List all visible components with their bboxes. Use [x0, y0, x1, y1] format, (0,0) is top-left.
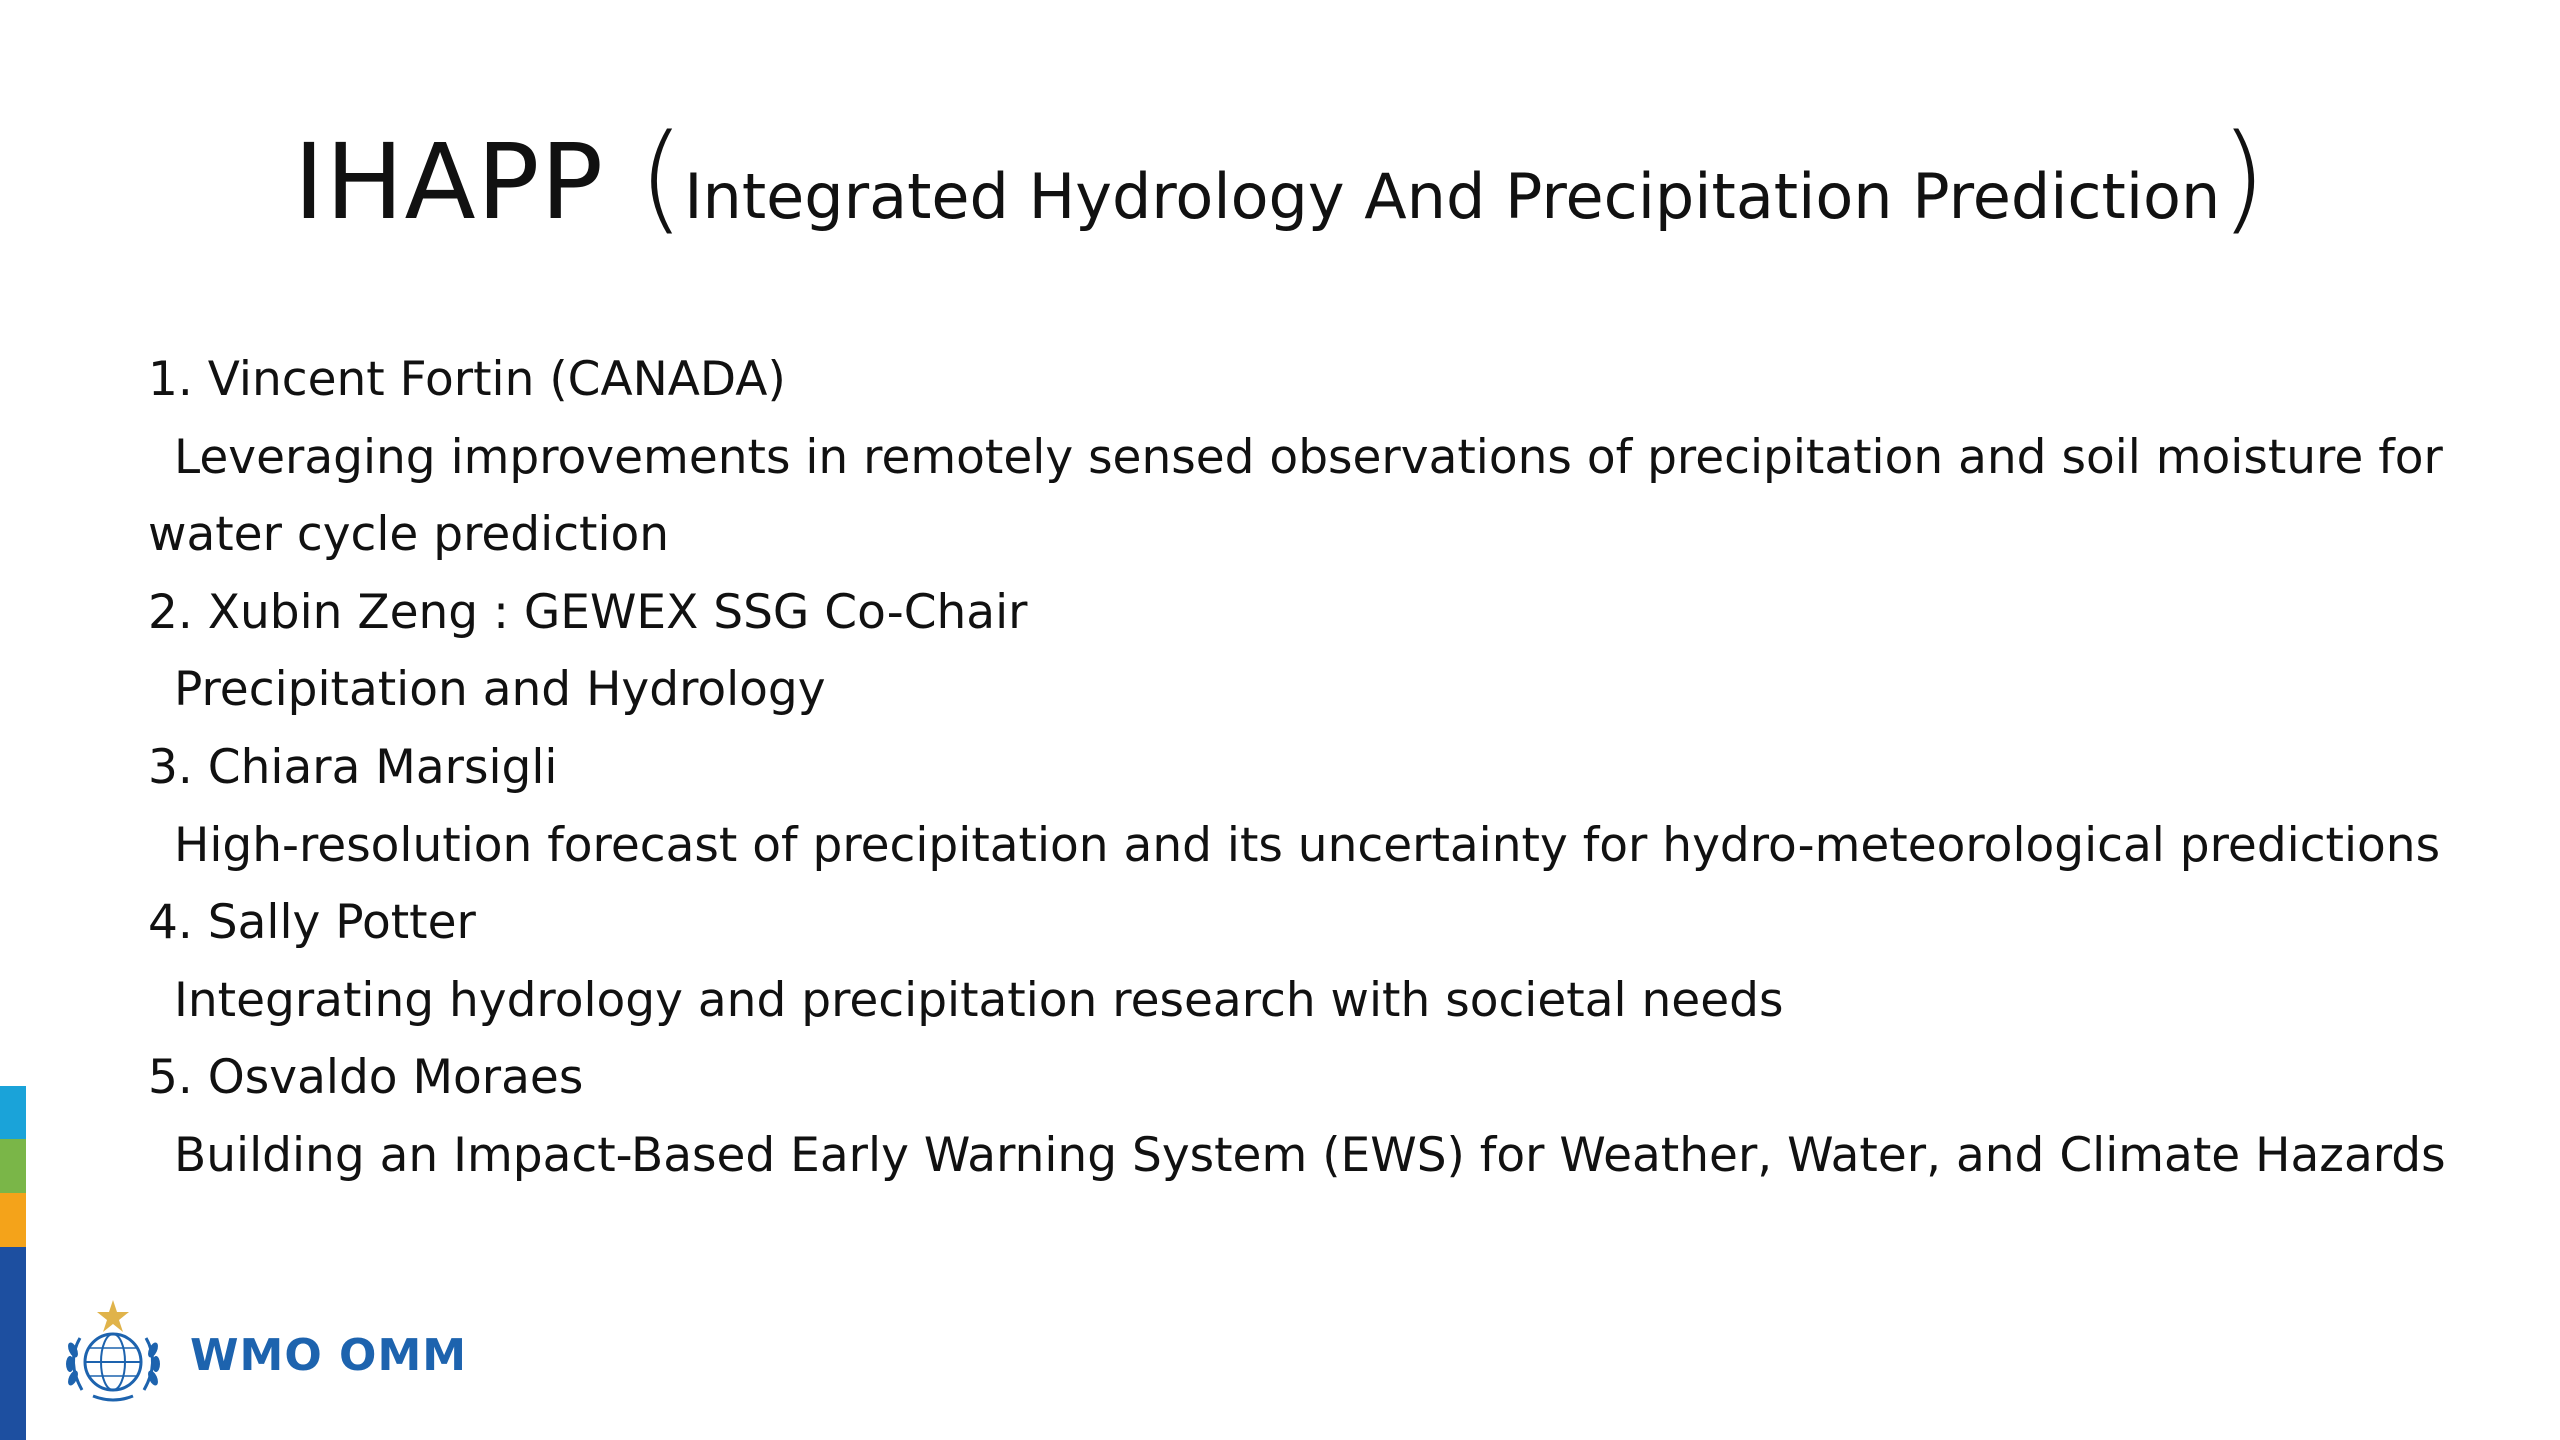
wmo-logo-text: WMO OMM [190, 1329, 468, 1381]
member-heading: 3. Chiara Marsigli [148, 739, 558, 795]
member-description: Leveraging improvements in remotely sensed observations of precipitation and soil moisture for [174, 429, 2443, 485]
member-list [148, 341, 2448, 1195]
member-heading: 1. Vincent Fortin (CANADA) [148, 352, 786, 407]
member-heading: 4. Sally Potter [148, 895, 476, 951]
brand-bar-orange [0, 1193, 26, 1247]
member-heading: 5. Osvaldo Moraes [148, 1050, 584, 1106]
slide-title [0, 108, 2560, 246]
member-heading: 2. Xubin Zeng : GEWEX SSG Co-Chair [148, 584, 1028, 640]
member-description-continued: water cycle prediction [148, 507, 670, 563]
title-close-paren: ) [2220, 108, 2267, 246]
title-acronym: IHAPP [293, 121, 639, 243]
member-description: Integrating hydrology and precipitation research with societal needs [174, 972, 1784, 1028]
title-open-paren: ( [638, 108, 685, 246]
brand-bar-cyan [0, 1086, 26, 1139]
member-description: Precipitation and Hydrology [174, 662, 826, 718]
title-full-name: Integrated Hydrology And Precipitation Prediction [684, 160, 2221, 233]
member-description: Building an Impact-Based Early Warning System (EWS) for Weather, Water, and Climate Hazards [174, 1127, 2446, 1183]
wmo-emblem-icon [58, 1298, 168, 1412]
brand-bar-blue [0, 1247, 26, 1440]
member-description: High-resolution forecast of precipitation and its uncertainty for hydro-meteorological predictions [174, 817, 2441, 873]
brand-bar-green [0, 1139, 26, 1193]
wmo-logo [58, 1298, 467, 1412]
